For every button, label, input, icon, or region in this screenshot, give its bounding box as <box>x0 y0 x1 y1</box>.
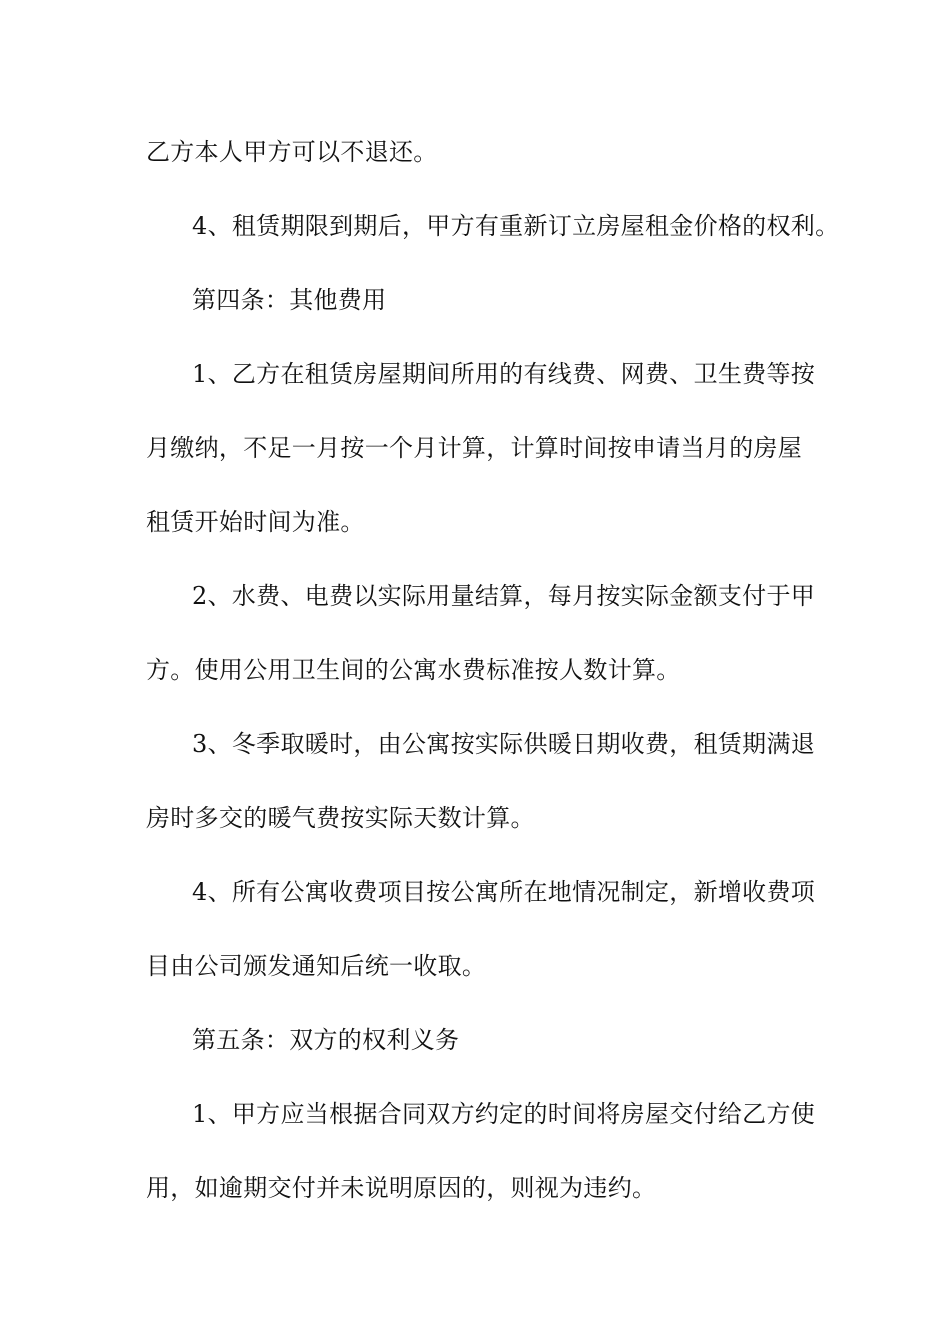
text-line: 用，如逾期交付并未说明原因的，则视为违约。 <box>146 1174 657 1202</box>
text-line: 1、甲方应当根据合同双方约定的时间将房屋交付给乙方使 <box>192 1100 816 1128</box>
section-heading: 第四条：其他费用 <box>192 286 387 314</box>
text-line: 方。使用公用卫生间的公寓水费标准按人数计算。 <box>146 656 681 684</box>
text-line: 房时多交的暖气费按实际天数计算。 <box>146 804 535 832</box>
text-line: 月缴纳，不足一月按一个月计算，计算时间按申请当月的房屋 <box>146 434 803 462</box>
text-line: 4、租赁期限到期后，甲方有重新订立房屋租金价格的权利。 <box>192 212 840 240</box>
section-heading: 第五条：双方的权利义务 <box>192 1026 460 1054</box>
text-line: 乙方本人甲方可以不退还。 <box>146 138 438 166</box>
text-line: 1、乙方在租赁房屋期间所用的有线费、网费、卫生费等按 <box>192 360 816 388</box>
text-line: 4、所有公寓收费项目按公寓所在地情况制定，新增收费项 <box>192 878 816 906</box>
text-line: 租赁开始时间为准。 <box>146 508 365 536</box>
text-line: 2、水费、电费以实际用量结算，每月按实际金额支付于甲 <box>192 582 816 610</box>
text-line: 目由公司颁发通知后统一收取。 <box>146 952 487 980</box>
text-line: 3、冬季取暖时，由公寓按实际供暖日期收费，租赁期满退 <box>192 730 816 758</box>
